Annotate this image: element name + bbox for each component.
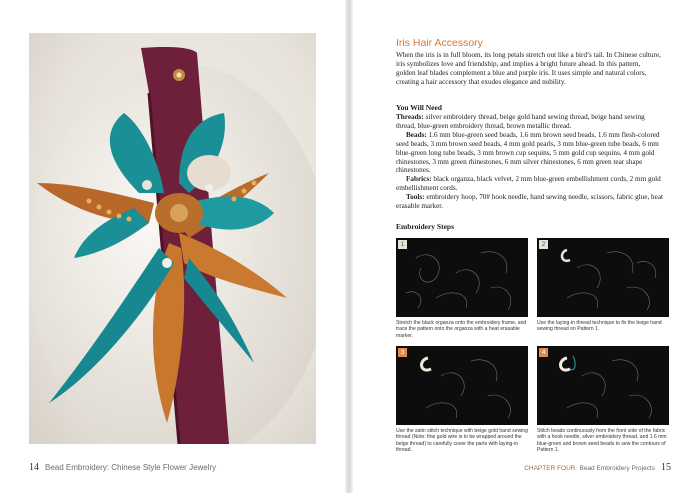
step-4-photo xyxy=(537,346,669,425)
step-number-badge: 4 xyxy=(539,348,548,357)
chapter-label: CHAPTER FOUR xyxy=(524,465,576,472)
intro-paragraph: When the iris is in full bloom, its long petals stretch out like a bird’s tail. In Chinese culture, iris symbolizes love and friendship, and implies a bright future ahead. In this pattern, golden leaf blades complement a blue and purple iris. It uses simple and natural colors, creating a hair accessory that exudes elegance and nobility. xyxy=(396,51,661,86)
right-running-head: Bead Embroidery Projects xyxy=(579,465,655,472)
step-2-photo xyxy=(537,238,669,317)
step-4-caption: Stitch beads continuously from the front side of the fabric with a hook needle, silver embroidery thread, and 1.6 mm blue-green and brown seed beads to sew the contours of Pattern 1. xyxy=(537,428,667,453)
step-3-photo xyxy=(396,346,528,425)
step-3-caption: Use the satin stitch technique with beige gold hand sewing thread (Note: fine gold wire is to be wrapped around the beige thread) to carefully cover the parts with laying-in thread. xyxy=(396,428,528,453)
left-page xyxy=(0,0,347,493)
materials-list xyxy=(396,113,666,211)
step-2-caption: Use the laying-in thread technique to fix the beige hand sewing thread on Pattern 1. xyxy=(537,320,662,333)
you-will-need-heading: You Will Need xyxy=(396,103,442,112)
materials-text: black organza, black velvet, 2 mm blue-green embellishment cords, 2 mm gold embellishment cords. xyxy=(396,175,661,193)
step-number-badge: 1 xyxy=(398,240,407,249)
step-number-badge: 2 xyxy=(539,240,548,249)
step-1-caption: Stretch the black organza onto the embroidery frame, and trace the pattern onto the organza with a heat erasable marker. xyxy=(396,320,527,339)
step-pattern-drawing xyxy=(537,238,669,317)
materials-threads xyxy=(396,113,666,131)
left-page-number: 14 xyxy=(29,462,39,473)
materials-tools xyxy=(396,193,666,211)
embroidery-steps-heading: Embroidery Steps xyxy=(396,222,454,231)
step-pattern-drawing xyxy=(396,346,528,425)
materials-text: silver embroidery thread, beige gold hand sewing thread, beige hand sewing thread, blue-green embroidery thread, brown metallic thread. xyxy=(396,113,645,130)
step-pattern-drawing xyxy=(396,238,528,317)
materials-label: Fabrics: xyxy=(406,175,432,184)
photo-illustration xyxy=(29,33,316,444)
right-page-number: 15 xyxy=(661,462,671,473)
book-gutter xyxy=(345,0,353,493)
left-running-head: Bead Embroidery: Chinese Style Flower Jewelry xyxy=(45,463,217,472)
materials-label: Tools: xyxy=(406,193,425,202)
page-title: Iris Hair Accessory xyxy=(396,37,483,49)
materials-label: Threads: xyxy=(396,113,424,121)
materials-beads xyxy=(396,131,666,176)
materials-fabrics xyxy=(396,175,666,193)
materials-text: embroidery hoop, 70# hook needle, hand sewing needle, scissors, fabric glue, heat erasable marker. xyxy=(396,193,664,211)
step-pattern-drawing xyxy=(537,346,669,425)
step-number-badge: 3 xyxy=(398,348,407,357)
materials-text: 1.6 mm blue-green seed beads, 1.6 mm brown seed beads, 1.6 mm flesh-colored seed beads, 3 mm brown seed beads, 4 mm gold pearls, 3 mm blue-green tube beads, 6 mm blue-green long tube beads, 3 mm brown cup sequins, 5 mm gold cup sequins, 4 mm gold rhinestones, 3 mm green rhinestones, 6 mm silver rhinestones, 6 mm green tear shape rhinestones. xyxy=(396,130,660,175)
left-folio xyxy=(29,462,216,473)
right-folio xyxy=(524,462,671,473)
iris-hair-accessory-photo xyxy=(29,33,316,444)
step-1-photo xyxy=(396,238,528,317)
materials-label: Beads: xyxy=(406,130,427,139)
